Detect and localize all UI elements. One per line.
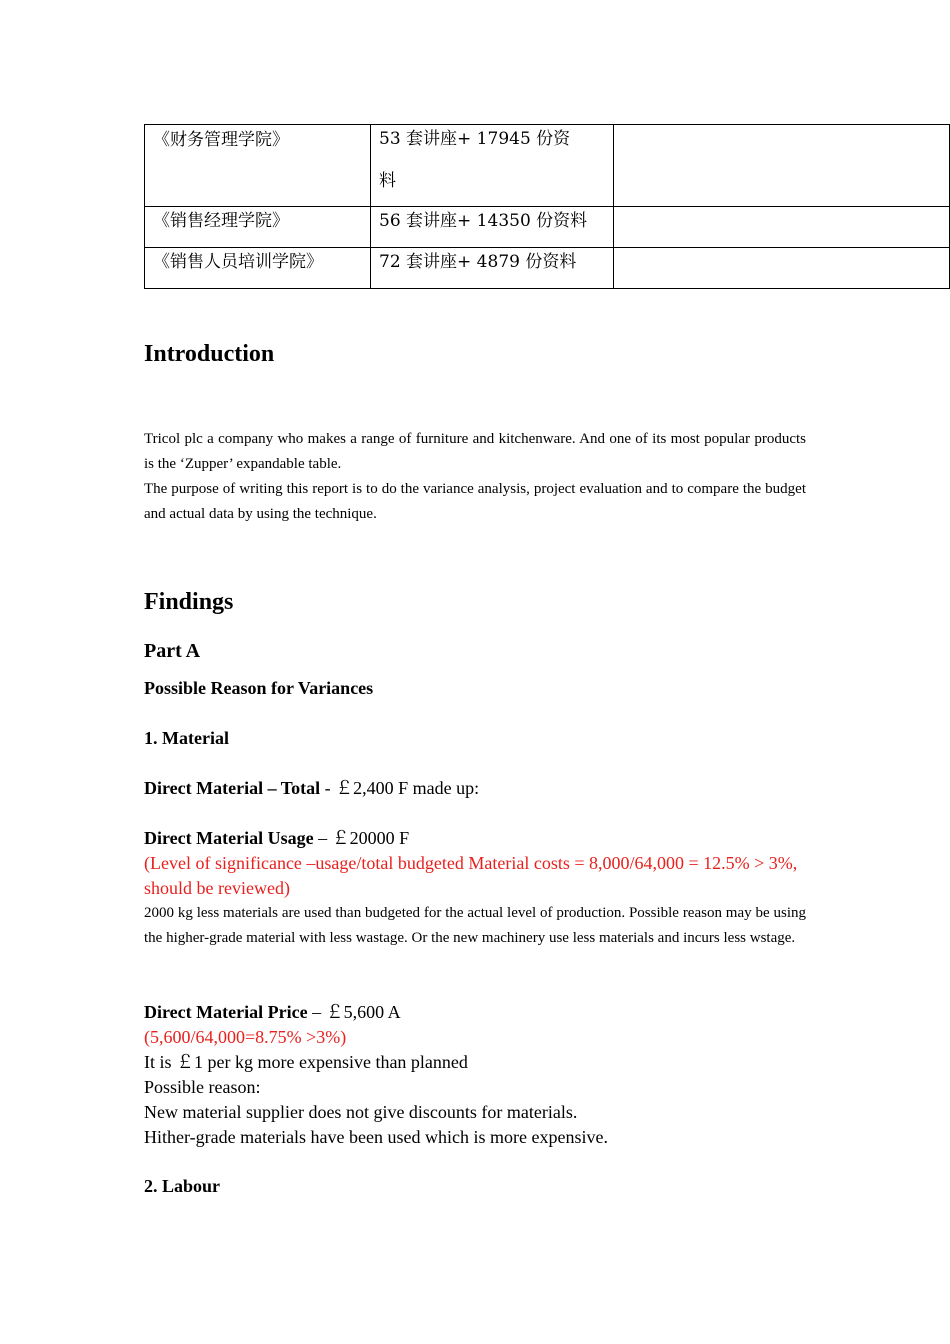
table-row	[145, 248, 950, 289]
course-name: 《财务管理学院》	[153, 130, 289, 150]
dm-usage-label: Direct Material Usage	[144, 828, 314, 848]
table-cell-resources	[371, 248, 614, 289]
dm-total-label: Direct Material – Total	[144, 778, 321, 798]
variances-subheading: Possible Reason for Variances	[144, 678, 374, 698]
part-a-heading: Part A	[144, 640, 201, 662]
dm-usage-note: (Level of significance –usage/total budgeted Material costs = 8,000/64,000 = 12.5% > 3%, should be reviewed)	[144, 853, 798, 898]
dm-price-value: – ￡5,600 A	[307, 1002, 401, 1022]
resource-text: 72 套讲座+ 4879 份资料	[379, 252, 577, 272]
table-cell-empty	[614, 207, 950, 248]
material-heading: 1. Material	[144, 728, 229, 748]
resource-text: 53 套讲座+ 17945 份资	[379, 129, 571, 149]
table-cell-resources	[371, 125, 614, 207]
resource-text: 56 套讲座+ 14350 份资料	[379, 211, 588, 231]
dm-price-line-3: New material supplier does not give discounts for materials.	[144, 1102, 578, 1122]
dm-usage-section	[144, 826, 806, 951]
introduction-body	[144, 427, 806, 527]
dm-price-line-2: Possible reason:	[144, 1077, 261, 1097]
table-cell-empty	[614, 125, 950, 207]
dm-price-line-4: Hither-grade materials have been used which is more expensive.	[144, 1127, 608, 1147]
resource-text-cont: 料	[379, 171, 396, 191]
introduction-heading: Introduction	[144, 341, 275, 367]
dm-price-label: Direct Material Price	[144, 1002, 308, 1022]
table-cell-resources	[371, 207, 614, 248]
dm-usage-text: 2000 kg less materials are used than budgeted for the actual level of production. Possible reason may be using the higher-grade material with less wastage. Or the new machinery use less materials and incurs less wstage.	[144, 905, 806, 946]
table-row	[145, 207, 950, 248]
table-row	[145, 125, 950, 207]
course-table	[144, 124, 950, 289]
table-cell-course	[145, 207, 371, 248]
table-cell-course	[145, 125, 371, 207]
intro-paragraph-2: The purpose of writing this report is to do the variance analysis, project evaluation and to compare the budget and actual data by using the technique.	[144, 481, 806, 522]
course-name: 《销售经理学院》	[153, 211, 289, 231]
dm-total-value: - ￡2,400 F made up:	[320, 778, 480, 798]
findings-heading: Findings	[144, 589, 234, 615]
intro-paragraph-1: Tricol plc a company who makes a range of furniture and kitchenware. And one of its most popular products is the ‘Zupper’ expandable table.	[144, 431, 806, 472]
dm-usage-value: – ￡20000 F	[313, 828, 410, 848]
dm-price-section	[144, 1000, 806, 1150]
labour-heading: 2. Labour	[144, 1176, 221, 1196]
table-cell-empty	[614, 248, 950, 289]
dm-total-line	[144, 776, 806, 801]
table-cell-course	[145, 248, 371, 289]
dm-price-line-1: It is ￡1 per kg more expensive than planned	[144, 1052, 468, 1072]
course-name: 《销售人员培训学院》	[153, 252, 323, 272]
dm-price-note: (5,600/64,000=8.75% >3%)	[144, 1027, 347, 1047]
